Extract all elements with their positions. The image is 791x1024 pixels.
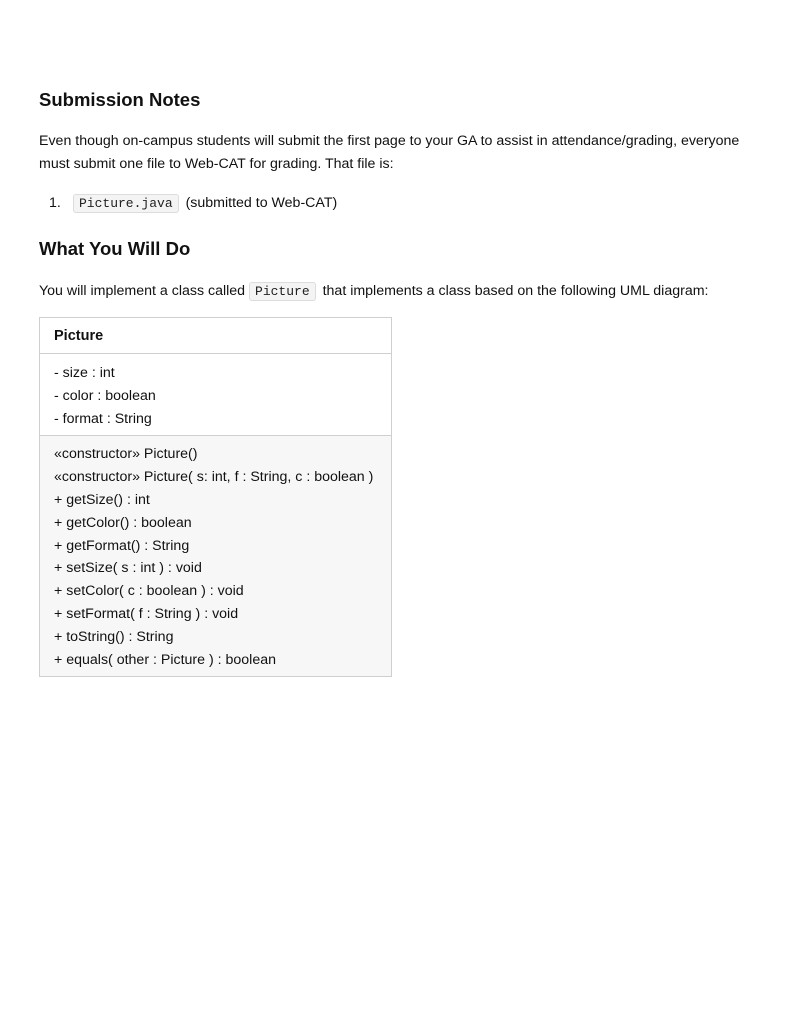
uml-method: + getFormat() : String: [54, 537, 190, 554]
list-item-text: (submitted to Web-CAT): [185, 195, 338, 211]
uml-method: + toString() : String: [54, 628, 174, 645]
uml-method: «constructor» Picture( s: int, f : String, c : boolean ): [54, 469, 374, 486]
uml-field: - color : boolean: [54, 387, 156, 404]
uml-method: + getSize() : int: [54, 491, 150, 508]
submission-intro-paragraph: Even though on-campus students will submit the first page to your GA to assist in attendance/grading, everyone must submit one file to Web-CAT for grading. That file is:: [39, 133, 740, 172]
uml-methods-section: [40, 435, 391, 676]
uml-method: «constructor» Picture(): [54, 446, 198, 463]
uml-method: + setColor( c : boolean ) : void: [54, 583, 244, 600]
uml-field: - format : String: [54, 410, 152, 427]
implement-paragraph: [39, 280, 708, 304]
uml-method: + setSize( s : int ) : void: [54, 560, 202, 577]
uml-fields-section: [40, 353, 391, 435]
implement-text-before: You will implement a class called: [39, 283, 246, 299]
submission-notes-heading: Submission Notes: [39, 89, 201, 110]
what-you-will-do-heading: What You Will Do: [39, 238, 191, 259]
uml-field: - size : int: [54, 365, 115, 381]
implement-text-after: that implements a class based on the following UML diagram:: [322, 283, 709, 299]
uml-method: + setFormat( f : String ) : void: [54, 605, 239, 622]
class-name-code: Picture: [249, 282, 316, 301]
uml-class-name: Picture: [54, 328, 104, 344]
list-item: [49, 192, 337, 216]
uml-method: + getColor() : boolean: [54, 514, 192, 531]
uml-class-diagram: [39, 317, 392, 677]
list-item-number: 1.: [49, 195, 61, 211]
uml-method: + equals( other : Picture ) : boolean: [54, 651, 277, 668]
filename-code: Picture.java: [73, 194, 179, 213]
